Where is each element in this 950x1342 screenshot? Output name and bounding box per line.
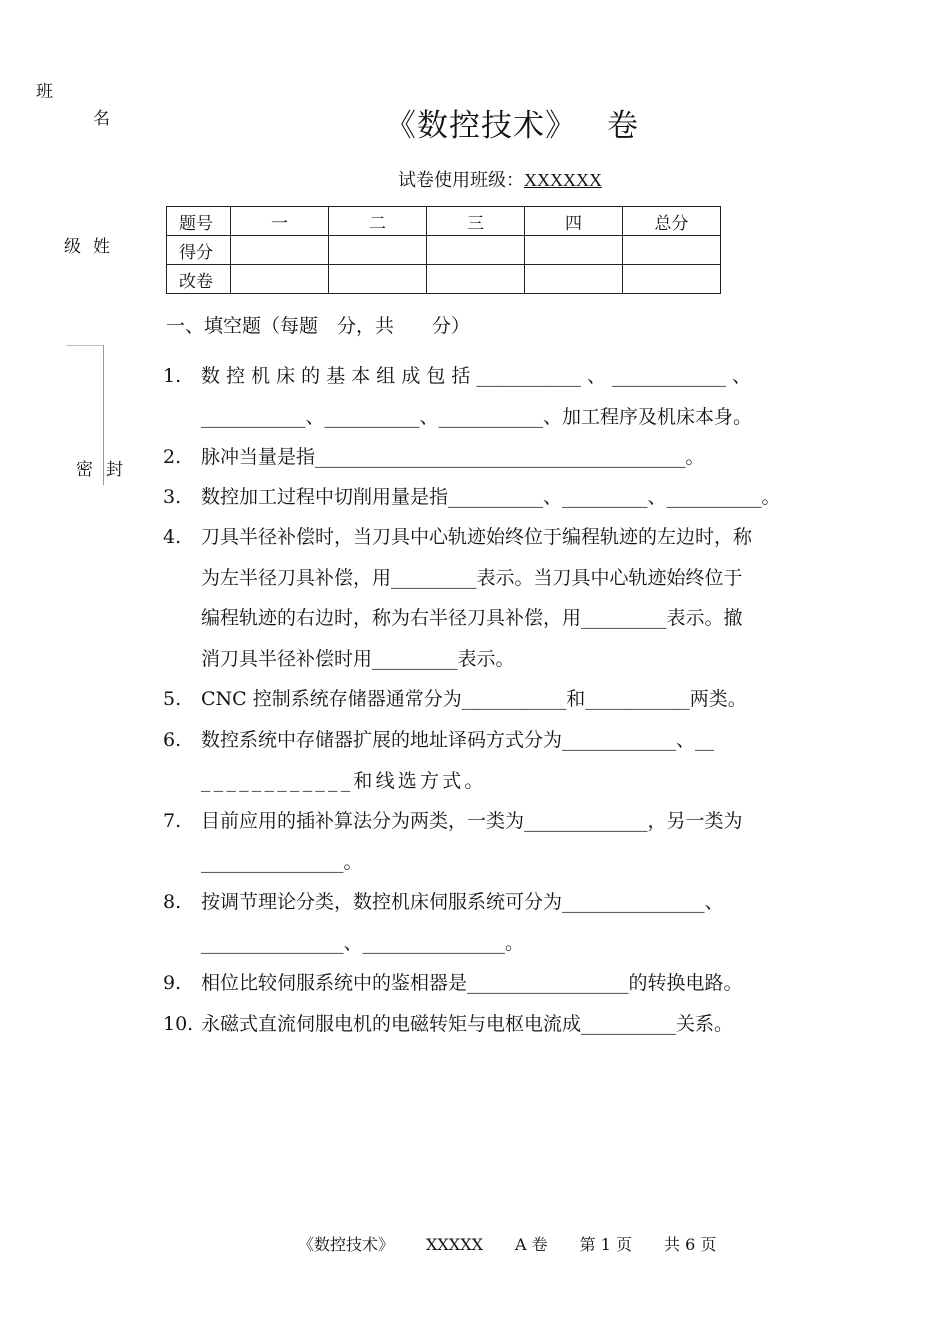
question-text: 刀具半径补偿时，当刀具中心轨迹始终位于编程轨迹的左边时，称 [201,526,753,548]
score-header-label: 题号 [167,207,231,236]
question-item [163,963,853,1004]
question-text: 目前应用的插补算法分为两类，一类为_____________，另一类为 [201,810,743,832]
question-number: 9. [163,972,182,994]
footer-total: 共 6 页 [663,1235,717,1254]
score-table [166,206,721,294]
side-label-mi: 密 [76,460,93,480]
class-value: XXXXXX [524,170,602,190]
seal-line-top [66,345,103,346]
question-text: 消刀具半径补偿时用_________表示。 [201,647,515,670]
question-number: 6. [163,729,182,751]
question-text: 数控系统中存储器扩展的地址译码方式分为____________、__ [201,729,715,751]
score-cell[interactable] [623,236,721,265]
score-table-row [167,265,721,294]
footer-paper: A 卷 [514,1235,548,1254]
question-number: 2. [163,446,182,468]
question-number: 4. [163,526,182,548]
side-label-feng: 封 [106,460,123,480]
section-title: 一、填空题（每题 分，共 分） [166,315,471,337]
title-right: 卷 [607,108,639,144]
score-cell[interactable] [623,265,721,294]
question-item [163,801,853,882]
question-item [163,1004,853,1045]
score-header-col: 四 [525,207,623,236]
side-label-xing: 姓 [93,237,110,257]
question-text: 数 控 机 床 的 基 本 组 成 包 括 ___________ 、 ____________ 、 [201,365,752,387]
question-number: 8. [163,891,182,913]
score-row-label: 得分 [167,236,231,265]
question-text: 按调节理论分类，数控机床伺服系统可分为_______________、 [201,891,724,913]
question-text: ___________、__________、___________、加工程序及机床本身。 [201,405,753,428]
score-row-label: 改卷 [167,265,231,294]
class-label: 试卷使用班级： [398,170,524,191]
side-label-ji: 级 [64,237,81,257]
score-table-row [167,236,721,265]
score-cell[interactable] [231,265,329,294]
page-footer [298,1232,748,1255]
question-number: 10. [163,1013,194,1035]
page-title [385,100,639,145]
score-header-col: 一 [231,207,329,236]
seal-line [103,345,104,485]
question-item [163,356,853,437]
score-cell[interactable] [329,236,427,265]
class-line [398,166,602,192]
question-text: 为左半径刀具补偿，用_________表示。当刀具中心轨迹始终位于 [201,566,743,589]
score-table-header-row [167,207,721,236]
score-header-col: 三 [427,207,525,236]
footer-course: 《数控技术》 [298,1235,395,1254]
question-number: 3. [163,486,182,508]
side-label-ban: 班 [36,82,53,102]
score-cell[interactable] [427,236,525,265]
question-text: 数控加工过程中切削用量是指__________、_________、__________。 [201,486,781,508]
score-cell[interactable] [329,265,427,294]
question-text: 脉冲当量是指_______________________________________。 [201,446,705,468]
question-item [163,437,853,478]
question-text: 永磁式直流伺服电机的电磁转矩与电枢电流成__________关系。 [201,1013,734,1035]
score-header-col: 总分 [623,207,721,236]
score-cell[interactable] [525,265,623,294]
question-item [163,477,853,518]
title-left: 《数控技术》 [385,108,577,144]
score-cell[interactable] [427,265,525,294]
question-text: _______________。 [201,850,363,873]
question-number: 1. [163,365,182,387]
question-number: 5. [163,688,182,710]
question-item [163,679,853,720]
score-cell[interactable] [231,236,329,265]
question-text: 编程轨迹的右边时，称为右半径刀具补偿，用_________表示。撤 [201,607,743,629]
question-text: ____________和线选方式。 [201,769,487,792]
side-label-ming: 名 [93,109,110,129]
question-text: 相位比较伺服系统中的鉴相器是_________________的转换电路。 [201,972,743,994]
question-text: CNC 控制系统存储器通常分为___________和___________两类。 [201,688,747,710]
footer-page: 第 1 页 [579,1235,632,1254]
question-item [163,882,853,963]
question-number: 7. [163,810,182,832]
footer-code: XXXXX [426,1235,483,1254]
question-text: _______________、_______________。 [201,931,525,954]
score-header-col: 二 [329,207,427,236]
score-cell[interactable] [525,236,623,265]
question-item [163,517,853,679]
question-item [163,720,853,801]
